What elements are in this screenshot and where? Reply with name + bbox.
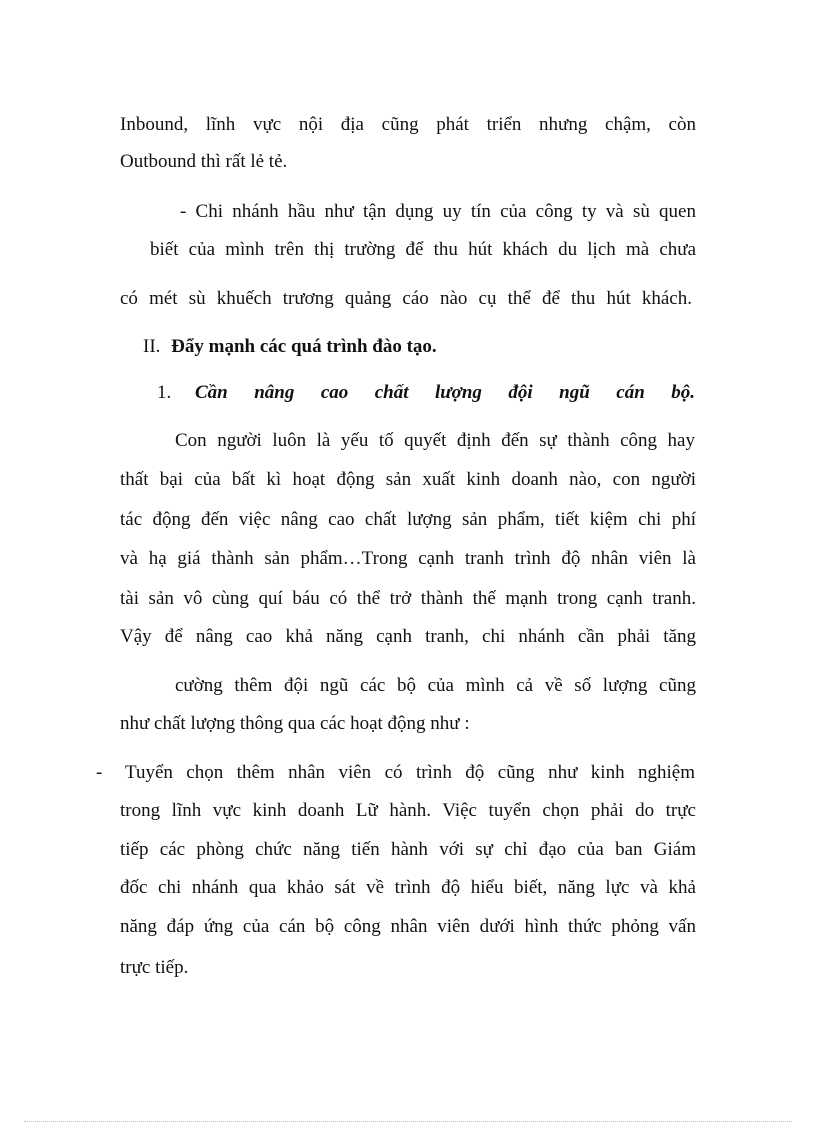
section-title: Đẩy mạnh các quá trình đào tạo.	[171, 336, 437, 357]
paragraph-1-line-2: Outbound thì rất lẻ tẻ.	[120, 151, 288, 172]
bullet-marker: -	[96, 762, 103, 783]
paragraph-3-line-3: tác động đến việc nâng cao chất lượng sản phẩm, tiết kiệm chi phí	[120, 509, 696, 530]
subsection-title: Cần nâng cao chất lượng đội ngũ cán bộ.	[195, 382, 695, 403]
paragraph-3-line-8: như chất lượng thông qua các hoạt động như :	[120, 713, 470, 734]
paragraph-2-line-3: có mét sù khuếch trương quảng cáo nào cụ thể để thu hút khách.	[120, 288, 692, 309]
bullet-line-5: năng đáp ứng của cán bộ công nhân viên dưới hình thức phỏng vấn	[120, 916, 696, 937]
subsection-number: 1.	[157, 382, 172, 403]
paragraph-3-line-4: và hạ giá thành sản phẩm…Trong cạnh tranh trình độ nhân viên là	[120, 548, 696, 569]
section-number: II.	[143, 336, 161, 357]
paragraph-3-line-7: cường thêm đội ngũ các bộ của mình cả về số lượng cũng	[175, 675, 696, 696]
page-bottom-divider	[24, 1121, 792, 1122]
paragraph-2-line-2: biết của mình trên thị trường để thu hút khách du lịch mà chưa	[150, 239, 696, 260]
bullet-line-3: tiếp các phòng chức năng tiến hành với sự chỉ đạo của ban Giám	[120, 839, 696, 860]
bullet-line-1: Tuyển chọn thêm nhân viên có trình độ cũng như kinh nghiệm	[125, 762, 695, 783]
paragraph-1-line-1: Inbound, lĩnh vực nội địa cũng phát triển nhưng chậm, còn	[120, 114, 696, 135]
paragraph-3-line-5: tài sản vô cùng quí báu có thể trở thành thế mạnh trong cạnh tranh.	[120, 588, 696, 609]
paragraph-3-line-2: thất bại của bất kì hoạt động sản xuất kinh doanh nào, con người	[120, 469, 696, 490]
paragraph-3-line-6: Vậy để nâng cao khả năng cạnh tranh, chi nhánh cần phải tăng	[120, 626, 696, 647]
paragraph-3-line-1: Con người luôn là yếu tố quyết định đến sự thành công hay	[175, 430, 695, 451]
section-heading	[143, 335, 437, 359]
bullet-line-2: trong lĩnh vực kinh doanh Lữ hành. Việc tuyển chọn phải do trực	[120, 800, 696, 821]
bullet-line-4: đốc chi nhánh qua khảo sát về trình độ hiểu biết, năng lực và khả	[120, 877, 696, 898]
paragraph-2-line-1: - Chi nhánh hầu như tận dụng uy tín của công ty và sù quen	[180, 201, 696, 222]
bullet-line-6: trực tiếp.	[120, 957, 189, 978]
